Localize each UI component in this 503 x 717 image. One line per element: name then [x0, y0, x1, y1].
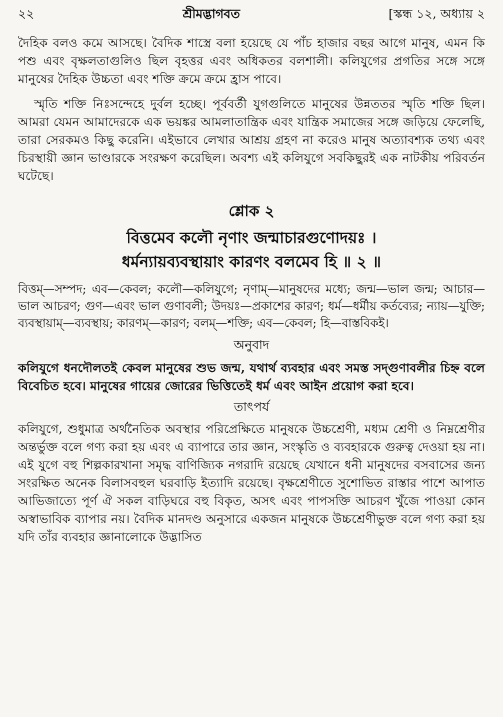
- intro-paragraph-2: স্মৃতি শক্তি নিঃসন্দেহে দুর্বল হচ্ছে। পূর্ববর্তী যুগগুলিতে মানুষের উন্নততর স্মৃতি শক্তি ছিল। আমরা যেমন আমাদেরকে এক ভয়ঙ্কর আমলাতান্ত্রিক এবং যান্ত্রিক সমাজের সঙ্গে জড়িয়ে ফেলেছি, তারা সেরকমও কিছু করেনি। এইভাবে লেখার আশ্রয় গ্রহণ না করেও মানুষ অত্যাবশ্যক তথ্য এবং চিরস্থায়ী জ্ঞান ভাণ্ডারকে সংরক্ষণ করেছিল। অবশ্য এই কলিযুগে সবকিছুরই এক নাটকীয় পরিবর্তন ঘটেছে।: [18, 96, 485, 184]
- page-header: [18, 6, 485, 28]
- verse-line-2: ধর্মন্যায়ব্যবস্থায়াং কারণং বলমেব হি ॥ ২ ॥: [121, 251, 382, 271]
- verse-heading: শ্লোক ২: [228, 201, 275, 220]
- purport-heading: তাৎপর্য: [233, 399, 270, 415]
- verse-line-1: বিত্তমেব কলৌ নৃণাং জন্মাচারগুণোদয়ঃ ।: [126, 227, 377, 247]
- page-number: ২২: [18, 6, 35, 21]
- book-title: শ্রীমদ্ভাগবত: [182, 6, 241, 21]
- purport-text: কলিযুগে, শুধুমাত্র অর্থনৈতিক অবস্থার পরিপ্রেক্ষিতে মানুষকে উচ্চশ্রেণী, মধ্যম শ্রেণী ও নিম্নশ্রেণীর অন্তর্ভুক্ত বলে গণ্য করা হয় এবং এ ব্যাপারে তার জ্ঞান, সংস্কৃতি ও ব্যবহারকে গুরুত্ব দেওয়া হয় না। এই যুগে বহু শিল্পকারখানা সমৃদ্ধ বাণিজ্যিক নগরাদি রয়েছে যেখানে ধনী মানুষদের বসবাসের জন্য সংরক্ষিত অনেক বিলাসবহুল ঘরবাড়ি ইত্যাদি রয়েছে। বৃক্ষশ্রেণীতে সুশোভিত রাস্তার পাশে আপাত আভিজাত্যে পূর্ণ ঐ সকল বাড়িঘরে বহু বিকৃত, অসৎ এবং পাপসক্তি আচরণ খুঁজে পাওয়া কোন অস্বাভাবিক ব্যাপার নয়। বৈদিক মানদণ্ড অনুসারে একজন মানুষকে উচ্চশ্রেণীভুক্ত বলে গণ্য করা হয় যদি তাঁর ব্যবহার জ্ঞানালোকে উদ্ভাসিত: [18, 422, 485, 544]
- translation-text: কলিযুগে ধনদৌলতই কেবল মানুষের শুভ জন্ম, যথার্থ ব্যবহার এবং সমস্ত সদ্গুণাবলীর চিহ্ন বলে বিবেচিত হবে। মানুষের গায়ের জোরের ভিত্তিতেই ধর্ম এবং আইন প্রয়োগ করা হবে।: [18, 360, 485, 394]
- translation-heading: অনুবাদ: [233, 336, 270, 352]
- chapter-reference: [স্কন্ধ ১২, অধ্যায় ২: [388, 6, 485, 21]
- intro-paragraph-1: দৈহিক বলও কমে আসছে। বৈদিক শাস্ত্রে বলা হয়েছে যে পাঁচ হাজার বছর আগে মানুষ, এমন কি পশু এবং বৃক্ষলতাগুলিও ছিল বৃহত্তর এবং অধিকতর বলশালী। কলিযুগের প্রগতির সঙ্গে সঙ্গে মানুষের দৈহিক উচ্চতা এবং শক্তি ক্রমে ক্রমে হ্রাস পাবে।: [18, 36, 485, 87]
- word-synonyms: বিত্তম্—সম্পদ; এব—কেবল; কলৌ—কলিযুগে; নৃণাম্—মানুষদের মধ্যে; জন্ম—ভাল জন্ম; আচার—ভাল আচরণ; গুণ—এবং ভাল গুণাবলী; উদয়ঃ—প্রকাশের কারণ; ধর্ম—ধর্মীয় কর্তব্যের; ন্যায়—যুক্তি; ব্যবস্থায়াম্—ব্যবস্থায়; কারণম্—কারণ; বলম্—শক্তি; এব—কেবল; হি—বাস্তবিকই।: [18, 281, 485, 331]
